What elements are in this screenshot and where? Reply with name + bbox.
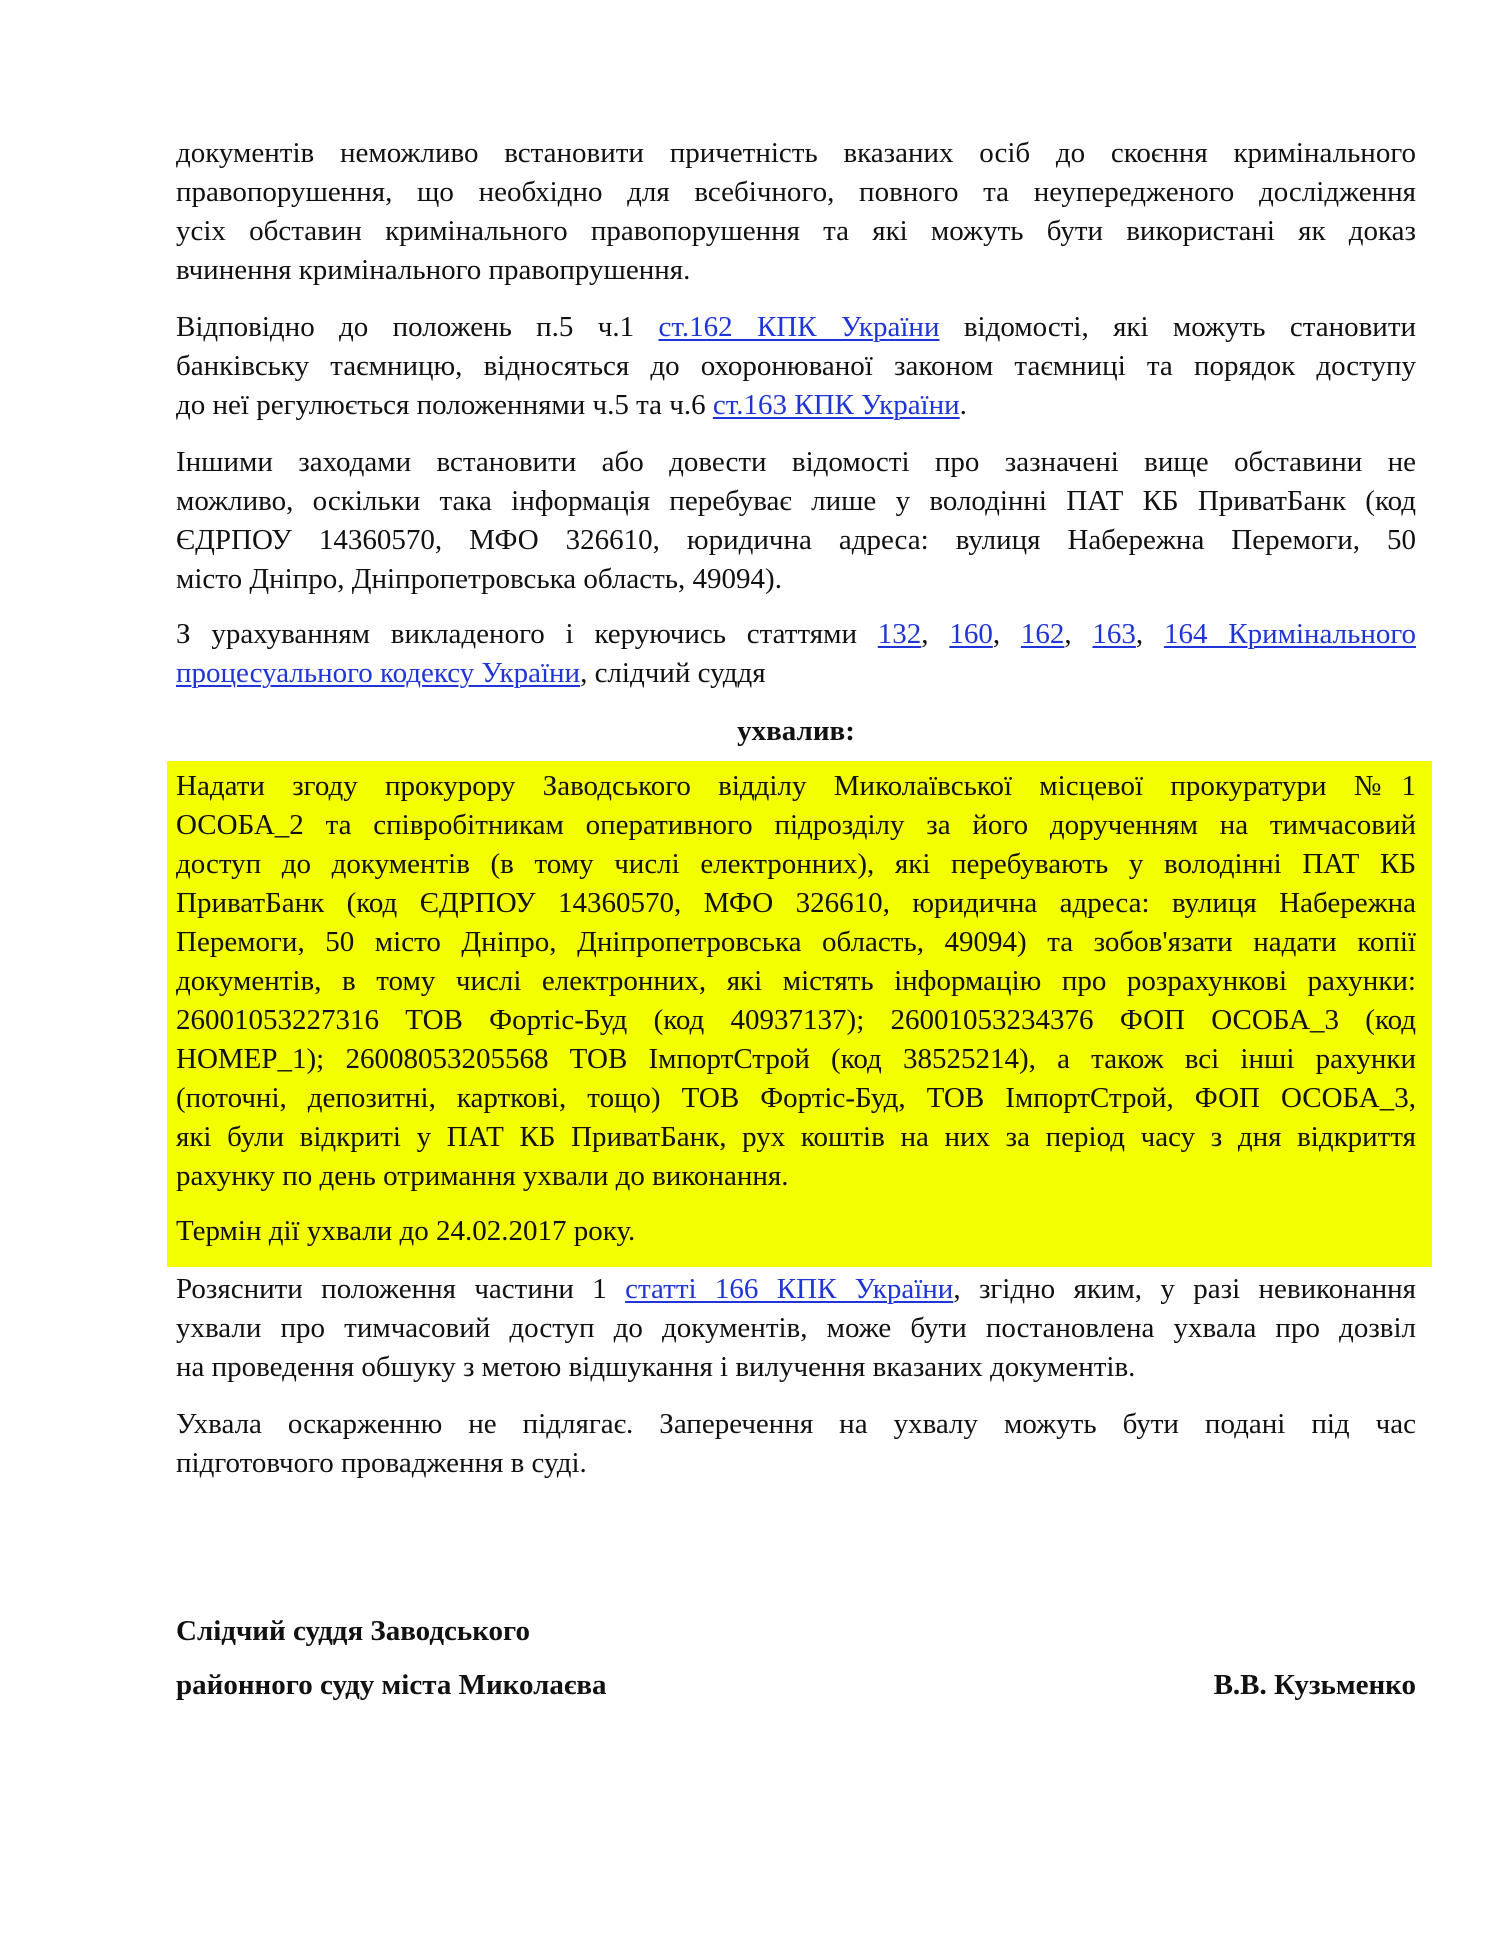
paragraph-bank-info: [176, 443, 1416, 599]
text-line: [176, 347, 1416, 386]
paragraph-evidence: [176, 134, 1416, 290]
paragraph-legal-basis: [176, 615, 1416, 693]
text-line: [176, 806, 1416, 845]
paragraph-appeal: [176, 1405, 1416, 1483]
text-segment: ,: [992, 618, 1021, 650]
law-article-link[interactable]: 162: [1020, 618, 1065, 650]
law-article-link[interactable]: 160: [949, 618, 993, 650]
text-segment: місто Дніпро, Дніпропетровська область, 49094).: [176, 563, 782, 595]
text-line: [176, 443, 1416, 482]
text-segment: ОСОБА_2 та співробітникам оперативного підрозділу за його дорученням на тимчасовий: [176, 809, 1416, 841]
text-line: [176, 560, 1416, 599]
text-line: [176, 1212, 1416, 1251]
text-segment: ЄДРПОУ 14360570, МФО 326610, юридична адреса: вулиця Набережна Перемоги, 50: [176, 524, 1416, 556]
text-segment: можливо, оскільки така інформація перебуває лише у володінні ПАТ КБ ПриватБанк (код: [176, 485, 1416, 517]
text-line: [176, 962, 1416, 1001]
law-article-link[interactable]: статті 166 КПК України: [625, 1273, 954, 1305]
text-line: [176, 134, 1416, 173]
text-segment: З урахуванням викладеного і керуючись статтями: [176, 618, 878, 650]
judge-name: В.В. Кузьменко: [1213, 1669, 1416, 1701]
law-article-link[interactable]: 164 Кримінального: [1163, 618, 1417, 650]
text-segment: , згідно яким, у разі невиконання: [953, 1273, 1417, 1305]
signature-block: [176, 1612, 1416, 1651]
text-segment: документів, в тому числі електронних, які містять інформацію про розрахункові рахунки:: [176, 965, 1416, 997]
text-line: [176, 1157, 1416, 1196]
text-line: [176, 1309, 1416, 1348]
text-segment: Іншими заходами встановити або довести відомості про зазначені вище обставини не: [176, 446, 1416, 478]
text-line: [176, 1118, 1416, 1157]
text-segment: доступ до документів (в тому числі електронних), які перебувають у володінні ПАТ КБ: [176, 848, 1416, 880]
signature-title-line2: районного суду міста Миколаєва: [176, 1669, 607, 1701]
text-segment: правопорушення, що необхідно для всебічного, повного та неупередженого дослідження: [176, 176, 1416, 208]
text-segment: усіх обставин кримінального правопорушення та які можуть бути використані як доказ: [176, 215, 1416, 247]
text-line: [176, 1348, 1416, 1387]
text-segment: Перемоги, 50 місто Дніпро, Дніпропетровська область, 49094) та зобов'язати надати копії: [176, 926, 1416, 958]
text-segment: до неї регулюється положеннями ч.5 та ч.6: [176, 389, 713, 421]
text-segment: рахунку по день отримання ухвали до виконання.: [176, 1160, 789, 1192]
ruling-term-text: [176, 1212, 1416, 1251]
text-line: [176, 884, 1416, 923]
text-segment: ,: [1064, 618, 1093, 650]
paragraph-bank-secrecy: [176, 308, 1416, 425]
text-segment: які були відкриті у ПАТ КБ ПриватБанк, рух коштів на них за період часу з дня відкриття: [176, 1121, 1416, 1153]
law-article-link[interactable]: ст.163 КПК України: [712, 389, 960, 421]
text-line: [176, 212, 1416, 251]
text-segment: ухвали про тимчасовий доступ до документів, може бути постановлена ухвала про дозвіл: [176, 1312, 1416, 1344]
text-line: [176, 173, 1416, 212]
text-line: [176, 308, 1416, 347]
text-line: [176, 767, 1416, 806]
text-line: [176, 1040, 1416, 1079]
law-article-link[interactable]: 132: [877, 618, 922, 650]
text-segment: на проведення обшуку з метою відшукання і вилучення вказаних документів.: [176, 1351, 1136, 1383]
text-segment: ПриватБанк (код ЄДРПОУ 14360570, МФО 326610, юридична адреса: вулиця Набережна: [176, 887, 1416, 919]
text-segment: банківську таємницю, відносяться до охоронюваної законом таємниці та порядок доступу: [176, 350, 1416, 382]
text-line: [176, 1405, 1416, 1444]
law-article-link[interactable]: 163: [1092, 618, 1136, 650]
text-line: [176, 386, 1416, 425]
text-segment: , слідчий суддя: [580, 657, 766, 689]
text-line: [176, 845, 1416, 884]
text-segment: ,: [1135, 618, 1164, 650]
text-segment: НОМЕР_1); 26008053205568 ТОВ ІмпортСтрой (код 38525214), а також всі інші рахунки: [176, 1043, 1416, 1075]
text-segment: 26001053227316 ТОВ Фортіс-Буд (код 40937137); 26001053234376 ФОП ОСОБА_3 (код: [176, 1004, 1416, 1036]
text-line: [176, 654, 1416, 693]
text-segment: Ухвала оскарженню не підлягає. Заперечення на ухвалу можуть бути подані під час: [176, 1408, 1416, 1440]
text-segment: підготовчого провадження в суді.: [176, 1447, 587, 1479]
text-line: [176, 1270, 1416, 1309]
paragraph-search-warning: [176, 1270, 1416, 1387]
text-segment: документів неможливо встановити причетність вказаних осіб до скоєння кримінального: [176, 137, 1416, 169]
text-segment: ,: [921, 618, 950, 650]
text-segment: Розяснити положення частини 1: [176, 1273, 626, 1305]
text-segment: відомості, які можуть становити: [939, 311, 1417, 343]
text-segment: Відповідно до положень п.5 ч.1: [176, 311, 659, 343]
law-article-link[interactable]: ст.162 КПК України: [658, 311, 940, 343]
text-segment: Термін дії ухвали до 24.02.2017 року.: [176, 1215, 636, 1247]
text-line: [176, 251, 1416, 290]
text-line: [176, 1079, 1416, 1118]
text-line: [176, 615, 1416, 654]
text-line: [176, 482, 1416, 521]
text-line: [176, 1444, 1416, 1483]
law-article-link[interactable]: процесуального кодексу України: [176, 657, 581, 689]
text-line: [176, 923, 1416, 962]
text-segment: (поточні, депозитні, карткові, тощо) ТОВ Фортіс-Буд, ТОВ ІмпортСтрой, ФОП ОСОБА_3,: [176, 1082, 1416, 1114]
text-line: [176, 1001, 1416, 1040]
text-line: [176, 521, 1416, 560]
signature-title-line1: Слідчий суддя Заводського: [176, 1615, 530, 1647]
ruling-heading: ухвалив:: [737, 715, 855, 747]
text-segment: Надати згоду прокурору Заводського відділу Миколаївської місцевої прокуратури №1: [176, 770, 1416, 802]
text-segment: .: [959, 389, 967, 421]
text-segment: вчинення кримінального правопрушення.: [176, 254, 691, 286]
ruling-order-text: [176, 767, 1416, 1196]
ruling-heading-wrap: [176, 712, 1416, 751]
